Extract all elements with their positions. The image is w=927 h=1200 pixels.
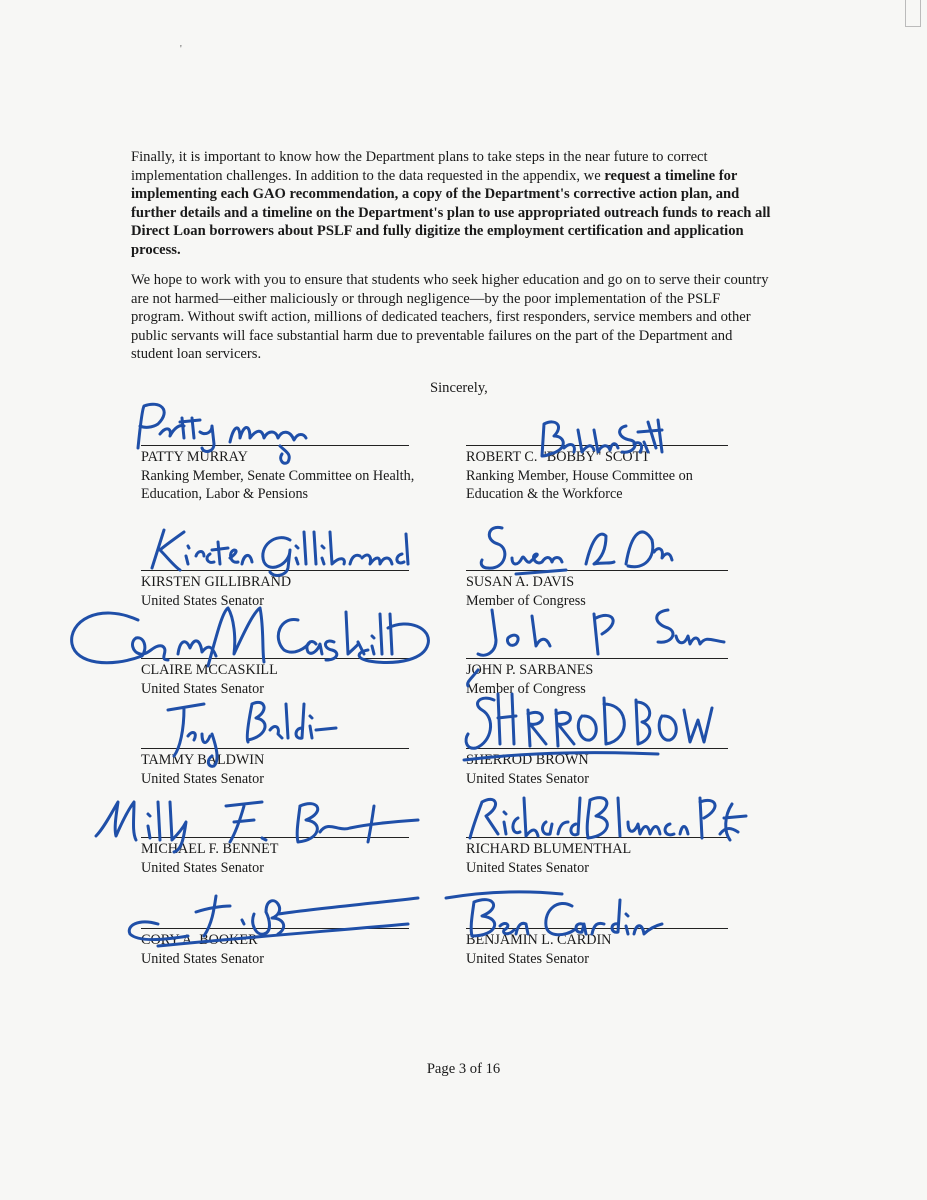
signatory-name: BENJAMIN L. CARDIN: [466, 932, 612, 948]
signature-block-davis: [466, 570, 776, 610]
scan-speck: ': [180, 44, 182, 55]
signature-block-gillibrand: [141, 570, 451, 610]
signature-block-scott: [466, 445, 776, 504]
signatory-name: SHERROD BROWN: [466, 752, 589, 768]
signatory-name: JOHN P. SARBANES: [466, 662, 594, 678]
signature-line: [466, 570, 728, 571]
signatory-title: United States Senator: [141, 950, 264, 967]
signature-block-blumenthal: [466, 837, 776, 877]
signatory-name: RICHARD BLUMENTHAL: [466, 841, 632, 857]
paragraph-timeline-request: [131, 148, 771, 259]
signatory-title: United States Senator: [141, 592, 264, 609]
signatory-name: CORY A. BOOKER: [141, 932, 258, 948]
signatory-title: United States Senator: [141, 859, 264, 876]
signatory-title-line2: Education & the Workforce: [466, 486, 623, 502]
signatory-title: United States Senator: [141, 770, 264, 787]
signatory-title: United States Senator: [141, 680, 264, 697]
signature-line: [466, 837, 728, 838]
signature-block-cardin: [466, 928, 776, 968]
page-number: Page 3 of 16: [426, 1061, 501, 1077]
signature-line: [141, 748, 409, 749]
signature-line: [466, 445, 728, 446]
signature-line: [141, 837, 409, 838]
signatory-name: SUSAN A. DAVIS: [466, 574, 575, 590]
signature-line: [141, 445, 409, 446]
signatory-name: PATTY MURRAY: [141, 449, 248, 465]
signature-line: [141, 658, 409, 659]
signatory-title: Ranking Member, Senate Committee on Health,: [141, 467, 415, 484]
page-corner-mark: [905, 0, 921, 27]
signatory-name: CLAIRE MCCASKILL: [141, 662, 278, 678]
signatory-name: ROBERT C. "BOBBY" SCOTT: [466, 449, 650, 465]
signatory-title: Member of Congress: [466, 680, 586, 697]
paragraph-harm-warning: We hope to work with you to ensure that students who seek higher education and go on to serve their country are not harmed—either maliciously or through negligence—by the poor implementation of the PSLF program. Without swift action, millions of dedicated teachers, first responders, service members and other public servants will face substantial harm due to preventable failures on the part of the Department and student loan servicers.: [131, 272, 769, 362]
signatory-title: Member of Congress: [466, 592, 586, 609]
signature-block-brown: [466, 748, 776, 788]
signature-block-bennet: [141, 837, 451, 877]
closing-sincerely: Sincerely,: [430, 380, 488, 396]
signatory-name: TAMMY BALDWIN: [141, 752, 265, 768]
signature-line: [466, 748, 728, 749]
signature-line: [466, 928, 728, 929]
signature-block-booker: [141, 928, 451, 968]
signature-block-murray: [141, 445, 451, 504]
signature-block-mccaskill: [141, 658, 451, 698]
signatory-title: United States Senator: [466, 950, 589, 967]
signatory-title-line2: Education, Labor & Pensions: [141, 486, 309, 502]
signatory-title: United States Senator: [466, 859, 589, 876]
signatory-name: MICHAEL F. BENNET: [141, 841, 279, 857]
signature-line: [466, 658, 728, 659]
signatory-name: KIRSTEN GILLIBRAND: [141, 574, 292, 590]
paragraph-timeline-bold: request a timeline for implementing each GAO recommendation, a copy of the Department's corrective action plan, and further details and a timeline on the Department's plan to use appropriated outreach funds to reach all Direct Loan borrowers about PSLF and fully digitize the employment certification and application process.: [131, 167, 771, 258]
signature-block-sarbanes: [466, 658, 776, 698]
paragraph-timeline-text: Finally, it is important to know how the Department plans to take steps in the near future to correct implementation challenges. In addition to the data requested in the appendix, we: [131, 149, 708, 184]
signatory-title: United States Senator: [466, 770, 589, 787]
signature-block-baldwin: [141, 748, 451, 788]
signature-line: [141, 570, 409, 571]
signature-line: [141, 928, 409, 929]
signatory-title: Ranking Member, House Committee on: [466, 467, 693, 484]
